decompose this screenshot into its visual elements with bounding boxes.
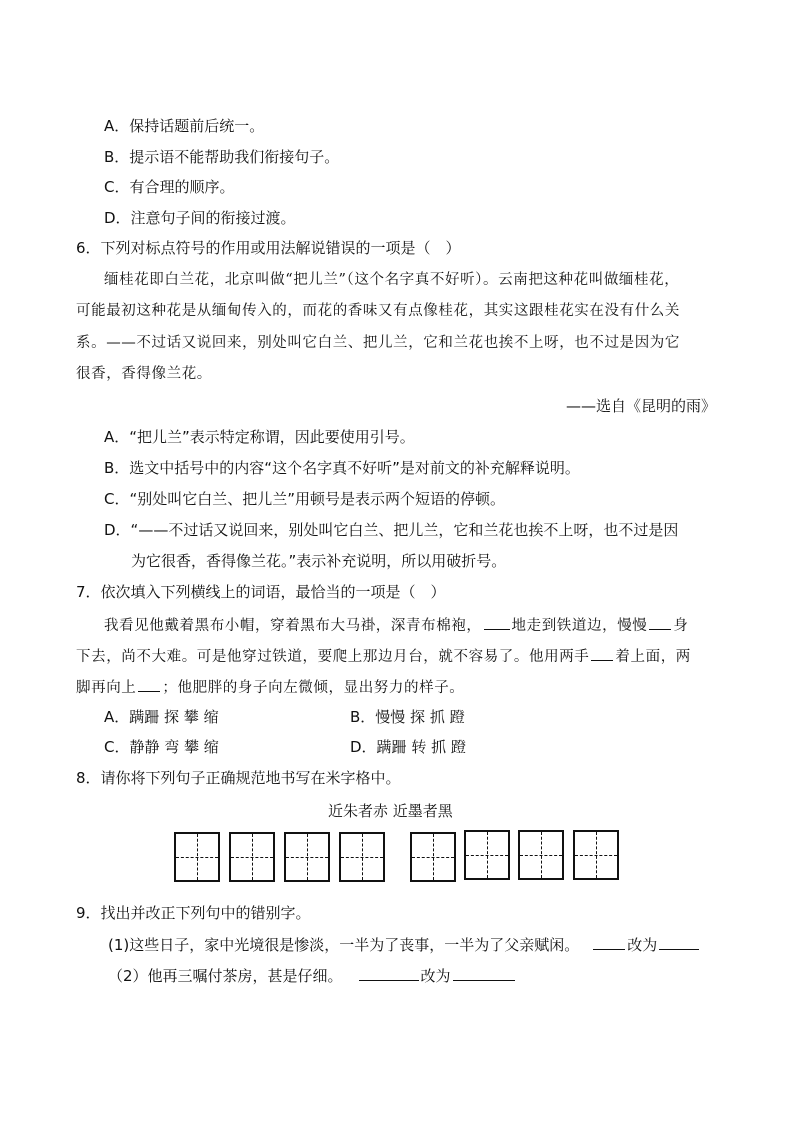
mizi-cell[interactable] xyxy=(573,830,619,880)
mizi-cell[interactable] xyxy=(284,832,330,882)
q7-option-d: D．蹒跚 转 抓 蹬 xyxy=(350,738,466,756)
q6-passage-line-2: 可能最初这种花是从缅甸传入的，而花的香味又有点像桂花，其实这跟桂花实在没有什么关 xyxy=(76,303,680,319)
q6-option-d-line-2: 为它很香，香得像兰花。”表示补充说明，所以用破折号。 xyxy=(131,552,507,570)
q9-item-2-correct-blank[interactable] xyxy=(453,965,515,981)
q5-option-a: A．保持话题前后统一。 xyxy=(104,117,265,135)
q6-source: ——选自《昆明的雨》 xyxy=(565,397,716,415)
q9-item-1-wrong-blank[interactable] xyxy=(593,934,625,950)
q7-passage-text: 我看见他戴着黑布小帽，穿着黑布大马褂，深青布棉袍， xyxy=(104,618,482,634)
q7-option-c: C．静静 弯 攀 缩 xyxy=(104,738,219,756)
q8-stem: 8．请你将下列句子正确规范地书写在米字格中。 xyxy=(76,769,401,787)
q9-item-1-change-label: 改为 xyxy=(627,936,658,954)
q7-passage-text: 下去，尚不大难。可是他穿过铁道，要爬上那边月台，就不容易了。他用两手 xyxy=(76,649,590,665)
q7-passage-text: 地走到铁道边，慢慢 xyxy=(511,618,648,634)
q7-passage-line-2 xyxy=(76,645,691,667)
q5-option-d: D．注意句子间的衔接过渡。 xyxy=(104,209,296,227)
q7-passage-text: ；他肥胖的身子向左微倾，显出努力的样子。 xyxy=(162,680,465,696)
q6-passage-line-1: 缅桂花即白兰花，北京叫做“把儿兰”（这个名字真不好听）。云南把这种花叫做缅桂花， xyxy=(104,272,680,288)
q6-option-a: A．“把儿兰”表示特定称谓，因此要使用引号。 xyxy=(104,428,415,446)
q9-item-1-correct-blank[interactable] xyxy=(659,934,699,950)
q7-option-a: A．蹒跚 探 攀 缩 xyxy=(104,708,219,726)
q6-option-b: B．选文中括号中的内容“这个名字真不好听”是对前文的补充解释说明。 xyxy=(104,459,580,477)
mizi-cell[interactable] xyxy=(339,832,385,882)
q7-blank-2[interactable] xyxy=(649,614,671,630)
q9-item-2 xyxy=(108,965,517,986)
q6-option-d-line-1: D．“——不过话又说回来，别处叫它白兰、把儿兰，它和兰花也挨不上呀，也不过是因 xyxy=(104,521,679,539)
q7-passage-text: 着上面，两 xyxy=(615,649,691,665)
mizi-cell[interactable] xyxy=(518,830,564,880)
q5-option-c: C．有合理的顺序。 xyxy=(104,178,235,196)
q9-item-2-wrong-blank[interactable] xyxy=(359,965,419,981)
q7-passage-text: 身 xyxy=(673,618,689,634)
q6-passage-line-4: 很香，香得像兰花。 xyxy=(76,366,212,382)
q8-sentence: 近朱者赤 近墨者黑 xyxy=(328,802,453,820)
q7-blank-4[interactable] xyxy=(138,676,160,692)
q7-blank-3[interactable] xyxy=(591,645,613,661)
q6-passage-line-3: 系。——不过话又说回来，别处叫它白兰、把儿兰，它和兰花也挨不上呀，也不过是因为它 xyxy=(76,335,680,351)
mizi-cell[interactable] xyxy=(174,832,220,882)
q6-stem: 6．下列对标点符号的作用或用法解说错误的一项是（ ） xyxy=(76,239,461,257)
q7-option-b: B．慢慢 探 抓 蹬 xyxy=(350,708,465,726)
q7-passage-line-1 xyxy=(104,614,689,636)
mizi-cell[interactable] xyxy=(464,830,510,880)
q9-item-2-change-label: 改为 xyxy=(420,967,451,985)
q9-item-2-text: （2）他再三嘱付茶房，甚是仔细。 xyxy=(108,967,343,985)
q7-passage-line-3 xyxy=(76,676,464,698)
mizi-cell[interactable] xyxy=(229,832,275,882)
q7-passage-text: 脚再向上 xyxy=(76,680,137,696)
q9-stem: 9．找出并改正下列句中的错别字。 xyxy=(76,904,311,922)
mizi-cell[interactable] xyxy=(410,832,456,882)
q7-blank-1[interactable] xyxy=(484,614,510,630)
q9-item-1-text: (1)这些日子，家中光境很是惨淡，一半为了丧事，一半为了父亲赋闲。 xyxy=(108,936,580,954)
q5-option-b: B．提示语不能帮助我们衔接句子。 xyxy=(104,148,340,166)
mizi-grid xyxy=(171,832,631,888)
q6-option-c: C．“别处叫它白兰、把儿兰”用顿号是表示两个短语的停顿。 xyxy=(104,490,506,508)
q9-item-1 xyxy=(108,934,701,955)
q7-stem: 7．依次填入下列横线上的词语，最恰当的一项是（ ） xyxy=(76,583,446,601)
